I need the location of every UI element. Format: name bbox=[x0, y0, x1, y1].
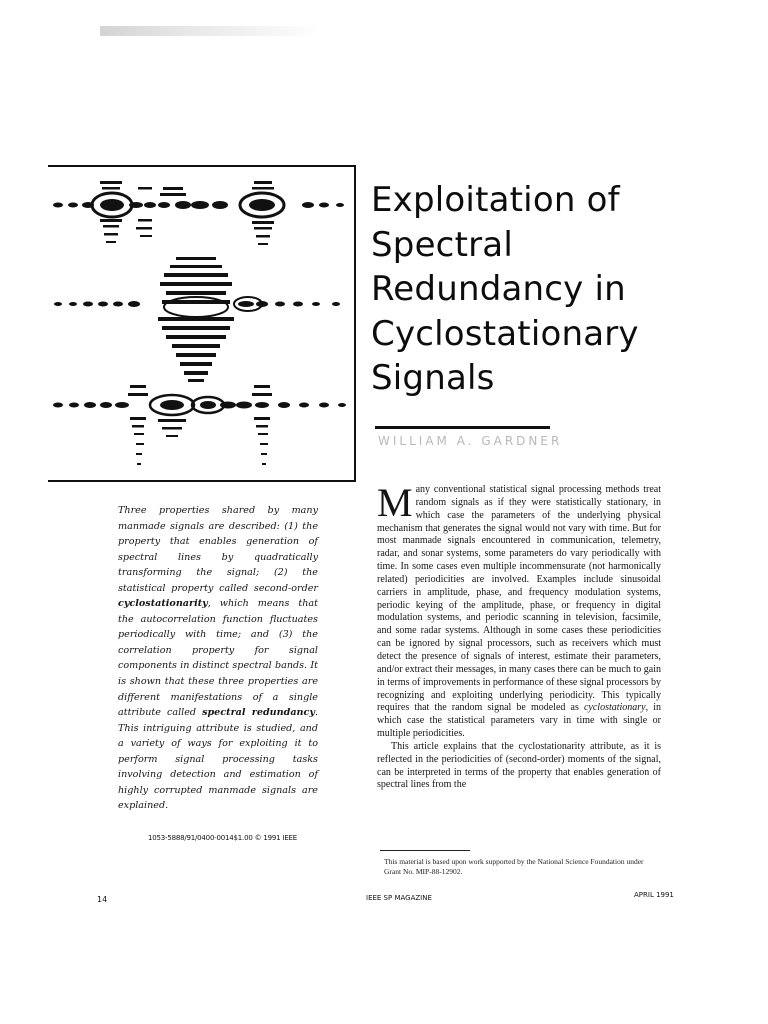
article-body bbox=[377, 480, 662, 792]
scan-artifact-header bbox=[100, 26, 320, 36]
title-line-1: Exploitation of bbox=[371, 180, 620, 220]
author-name: WILLIAM A. GARDNER bbox=[378, 434, 563, 448]
figure-marks bbox=[53, 181, 346, 465]
abstract-keyword-spectral-redundancy: spectral redundancy bbox=[202, 707, 315, 719]
body-paragraph-1-end: , in which case the statistical parameters vary in time with single or multiple periodicities. bbox=[377, 702, 662, 740]
title-line-2: Spectral bbox=[371, 224, 513, 265]
article-title bbox=[371, 178, 711, 401]
issn-copyright-line: 1053-5888/91/0400-0014$1.00 © 1991 IEEE bbox=[148, 834, 297, 842]
footnote: This material is based upon work supported by the National Science Foundation under Grant No. MIP-88-12902. bbox=[384, 857, 644, 876]
issue-date: APRIL 1991 bbox=[634, 891, 674, 899]
body-paragraph-2: This article explains that the cyclostationarity attribute, as it is reflected in the periodicities of (second-order) moments of the signal, can be interpreted in terms of the property that enables generation of spectral lines from the bbox=[377, 740, 661, 791]
body-paragraph-1-text: any conventional statistical signal processing methods treat random signals as if they were statistically stationary, in which case the parameters of the underlying physical mechanism that generates the signal would not vary with time. But for most manmade signals encountered in communication, telemetry, radar, and sonar systems, some parameters do vary periodically with time. In some cases even multiple incommensurate (not harmonically related) periodicities are involved. Examples include sinusoidal carriers in amplitude, phase, and frequency modulation systems, periodic keying of the amplitude, phase, or frequency in digital modulation systems, and periodic scanning in television, facsimile, and some radar systems. Although in some cases these periodicities can be ignored by signal processors, such as receivers which must detect the presence of signals of interest, estimate their parameters, and/or extract their messages, in many cases there can be much to gain in terms of improvements in performance of these signal processors by recognizing and exploiting underlying periodicity. This typically requires that the random signal be modeled as bbox=[377, 484, 661, 714]
body-emphasis-cyclostationary: cyclostationary bbox=[583, 702, 646, 714]
abstract bbox=[118, 503, 318, 814]
figure-graphic bbox=[48, 167, 354, 482]
footnote-rule bbox=[380, 850, 470, 851]
body-paragraph-1 bbox=[377, 480, 662, 741]
title-divider bbox=[375, 426, 550, 429]
abstract-text-1: Three properties shared by many manmade signals are described: (1) the property that enables generation of spectral lines by quadratically transforming the signal; (2) the statistical property called second-order bbox=[118, 505, 318, 594]
page-number: 14 bbox=[97, 895, 108, 904]
title-line-5: Signals bbox=[371, 358, 495, 398]
title-line-3: Redundancy in bbox=[371, 269, 626, 309]
title-line-4: Cyclostationary bbox=[371, 313, 639, 354]
abstract-text-3: . This intriguing attribute is studied, and a variety of ways for exploiting it to perform signal processing tasks involving detection and estimation of highly corrupted manmade signals are explained. bbox=[118, 707, 318, 812]
abstract-text-2: , which means that the autocorrelation function fluctuates periodically with time; and (3) the correlation property for signal components in distinct spectral bands. It is shown that these three properties are different manifestations of a single attribute called bbox=[118, 598, 318, 719]
figure-spectral-correlation bbox=[48, 165, 356, 482]
magazine-name: IEEE SP MAGAZINE bbox=[366, 894, 432, 902]
abstract-keyword-cyclostationarity: cyclostationarity bbox=[118, 598, 208, 610]
drop-cap: M bbox=[377, 480, 413, 525]
